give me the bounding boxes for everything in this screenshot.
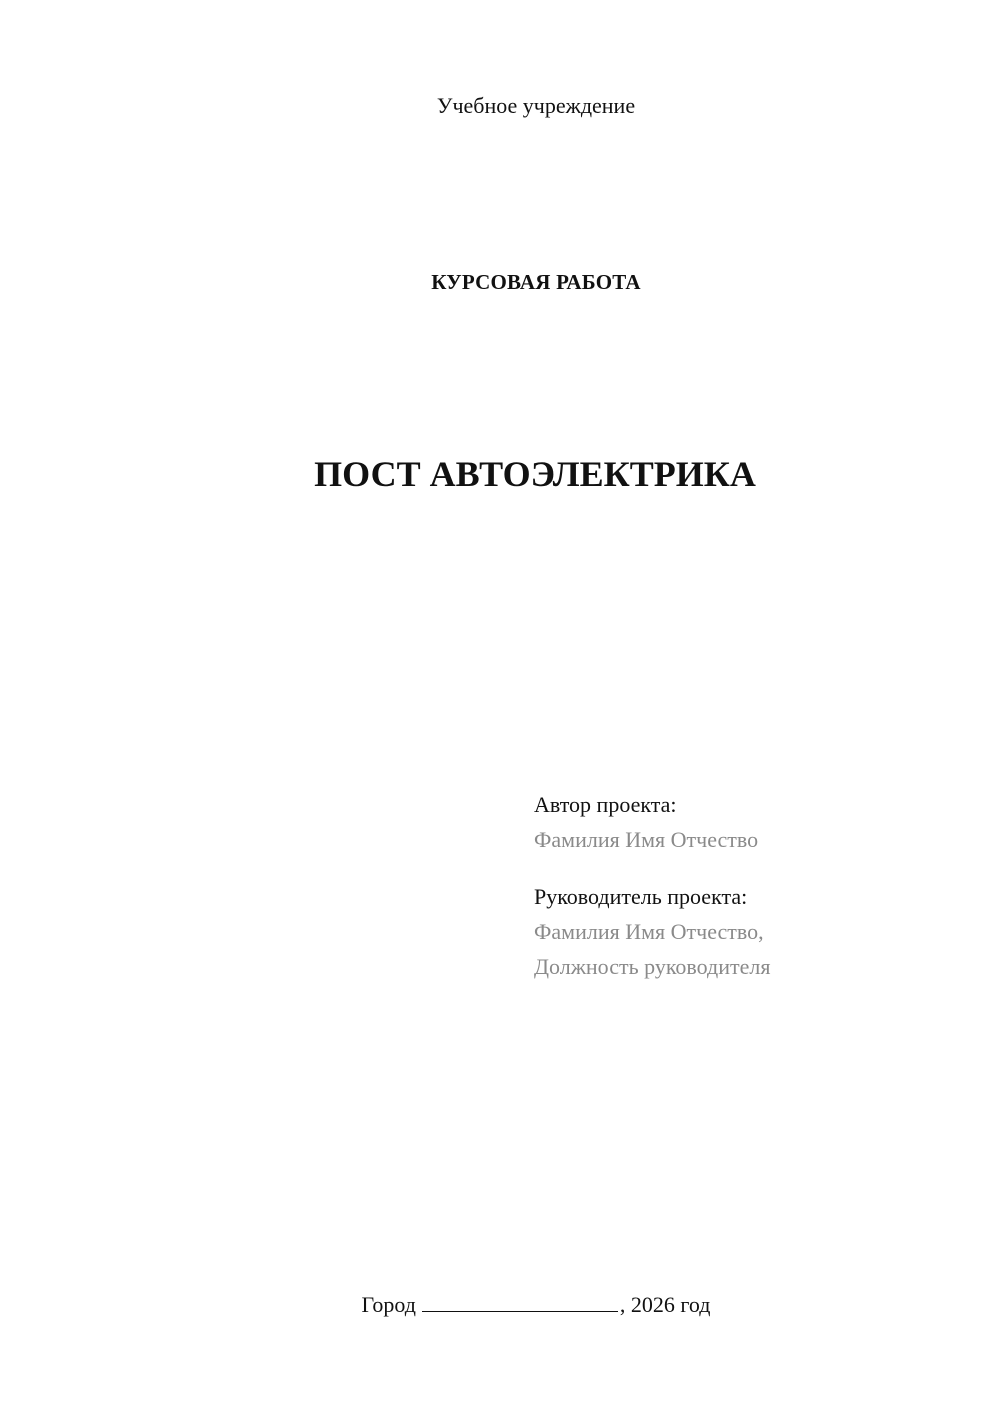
document-type: КУРСОВАЯ РАБОТА [431,270,641,294]
credits-spacer [534,857,974,879]
supervisor-label: Руководитель проекта: [534,884,748,909]
credits-block [534,787,974,984]
footer-city-year [0,1291,1000,1319]
author-label: Автор проекта: [534,792,677,817]
document-title: ПОСТ АВТОЭЛЕКТРИКА [314,454,756,494]
institution-name: Учебное учреждение [436,93,636,118]
supervisor-position: Должность руководителя [534,954,771,979]
author-name: Фамилия Имя Отчество [534,827,759,852]
city-blank-line [422,1291,618,1312]
city-label: Город [361,1292,416,1317]
supervisor-name: Фамилия Имя Отчество, [534,919,764,944]
year-text: , 2026 год [619,1292,711,1317]
